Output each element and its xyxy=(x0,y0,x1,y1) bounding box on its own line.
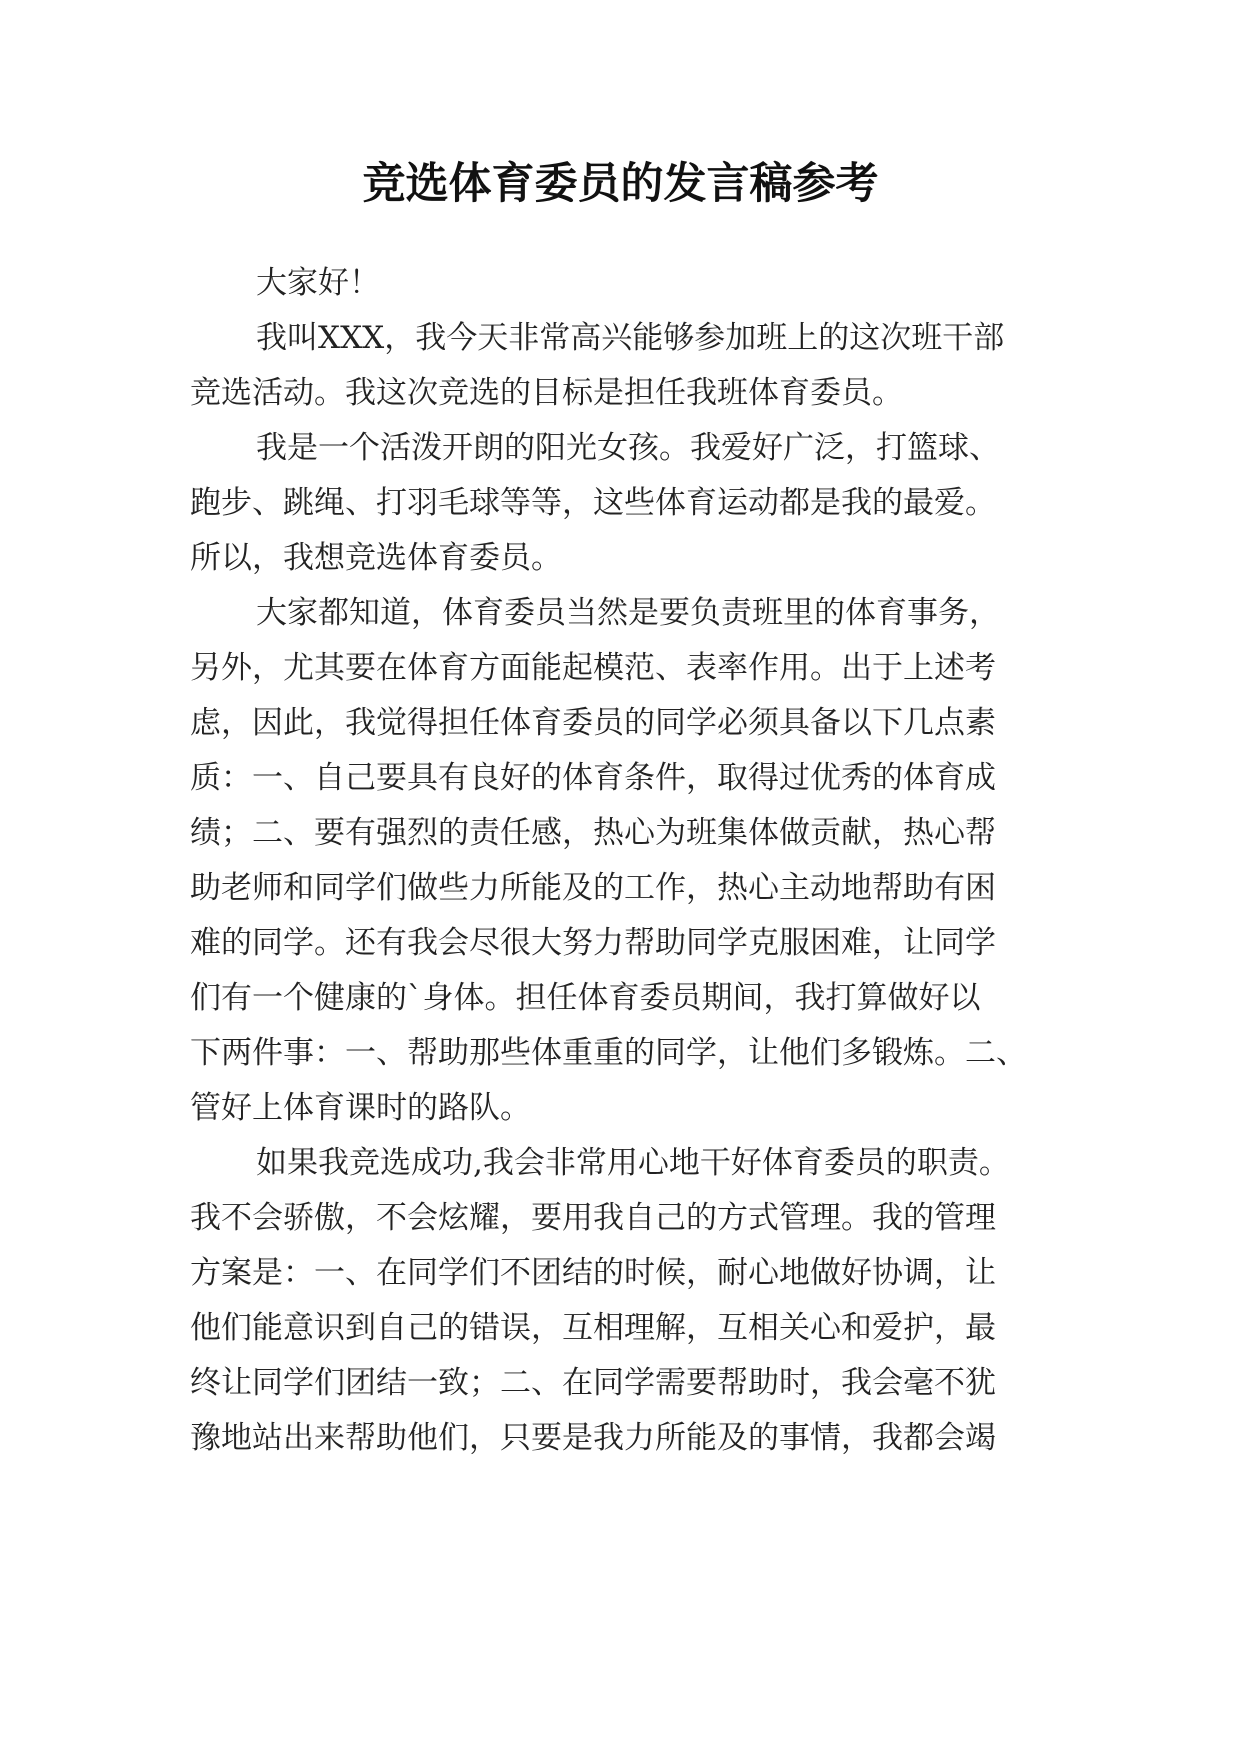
paragraph-line: 如果我竞选成功,我会非常用心地干好体育委员的职责。 xyxy=(256,1145,1010,1181)
paragraph-line: 虑，因此，我觉得担任体育委员的同学必须具备以下几点素 xyxy=(190,705,996,741)
paragraph-line: 我叫XXX，我今天非常高兴能够参加班上的这次班干部 xyxy=(256,320,1005,356)
paragraph-line: 所以，我想竞选体育委员。 xyxy=(190,540,562,576)
paragraph-line: 大家好！ xyxy=(256,265,380,301)
paragraph-line: 我不会骄傲，不会炫耀，要用我自己的方式管理。我的管理 xyxy=(190,1200,996,1236)
paragraph-line: 方案是：一、在同学们不团结的时候，耐心地做好协调，让 xyxy=(190,1255,996,1291)
document-title: 竞选体育委员的发言稿参考 xyxy=(362,159,879,209)
paragraph-line: 另外，尤其要在体育方面能起模范、表率作用。出于上述考 xyxy=(190,650,996,686)
paragraph-line: 质：一、自己要具有良好的体育条件，取得过优秀的体育成 xyxy=(190,760,996,796)
paragraph-line: 管好上体育课时的路队。 xyxy=(190,1090,531,1126)
paragraph-line: 绩；二、要有强烈的责任感，热心为班集体做贡献，热心帮 xyxy=(190,815,996,851)
paragraph-line: 他们能意识到自己的错误，互相理解，互相关心和爱护，最 xyxy=(190,1310,996,1346)
paragraph-line: 我是一个活泼开朗的阳光女孩。我爱好广泛，打篮球、 xyxy=(256,430,1000,466)
paragraph-line: 豫地站出来帮助他们，只要是我力所能及的事情，我都会竭 xyxy=(190,1420,996,1456)
paragraph-line: 助老师和同学们做些力所能及的工作，热心主动地帮助有困 xyxy=(190,870,996,906)
paragraph-line: 竞选活动。我这次竞选的目标是担任我班体育委员。 xyxy=(190,375,903,411)
paragraph-line: 们有一个健康的`身体。担任体育委员期间，我打算做好以 xyxy=(190,980,981,1016)
paragraph-line: 大家都知道，体育委员当然是要负责班里的体育事务， xyxy=(256,595,1000,631)
paragraph-line: 终让同学们团结一致；二、在同学需要帮助时，我会毫不犹 xyxy=(190,1365,996,1401)
paragraph-line: 下两件事：一、帮助那些体重重的同学，让他们多锻炼。二、 xyxy=(190,1035,1027,1071)
paragraph-line: 跑步、跳绳、打羽毛球等等，这些体育运动都是我的最爱。 xyxy=(190,485,996,521)
paragraph-line: 难的同学。还有我会尽很大努力帮助同学克服困难，让同学 xyxy=(190,925,996,961)
